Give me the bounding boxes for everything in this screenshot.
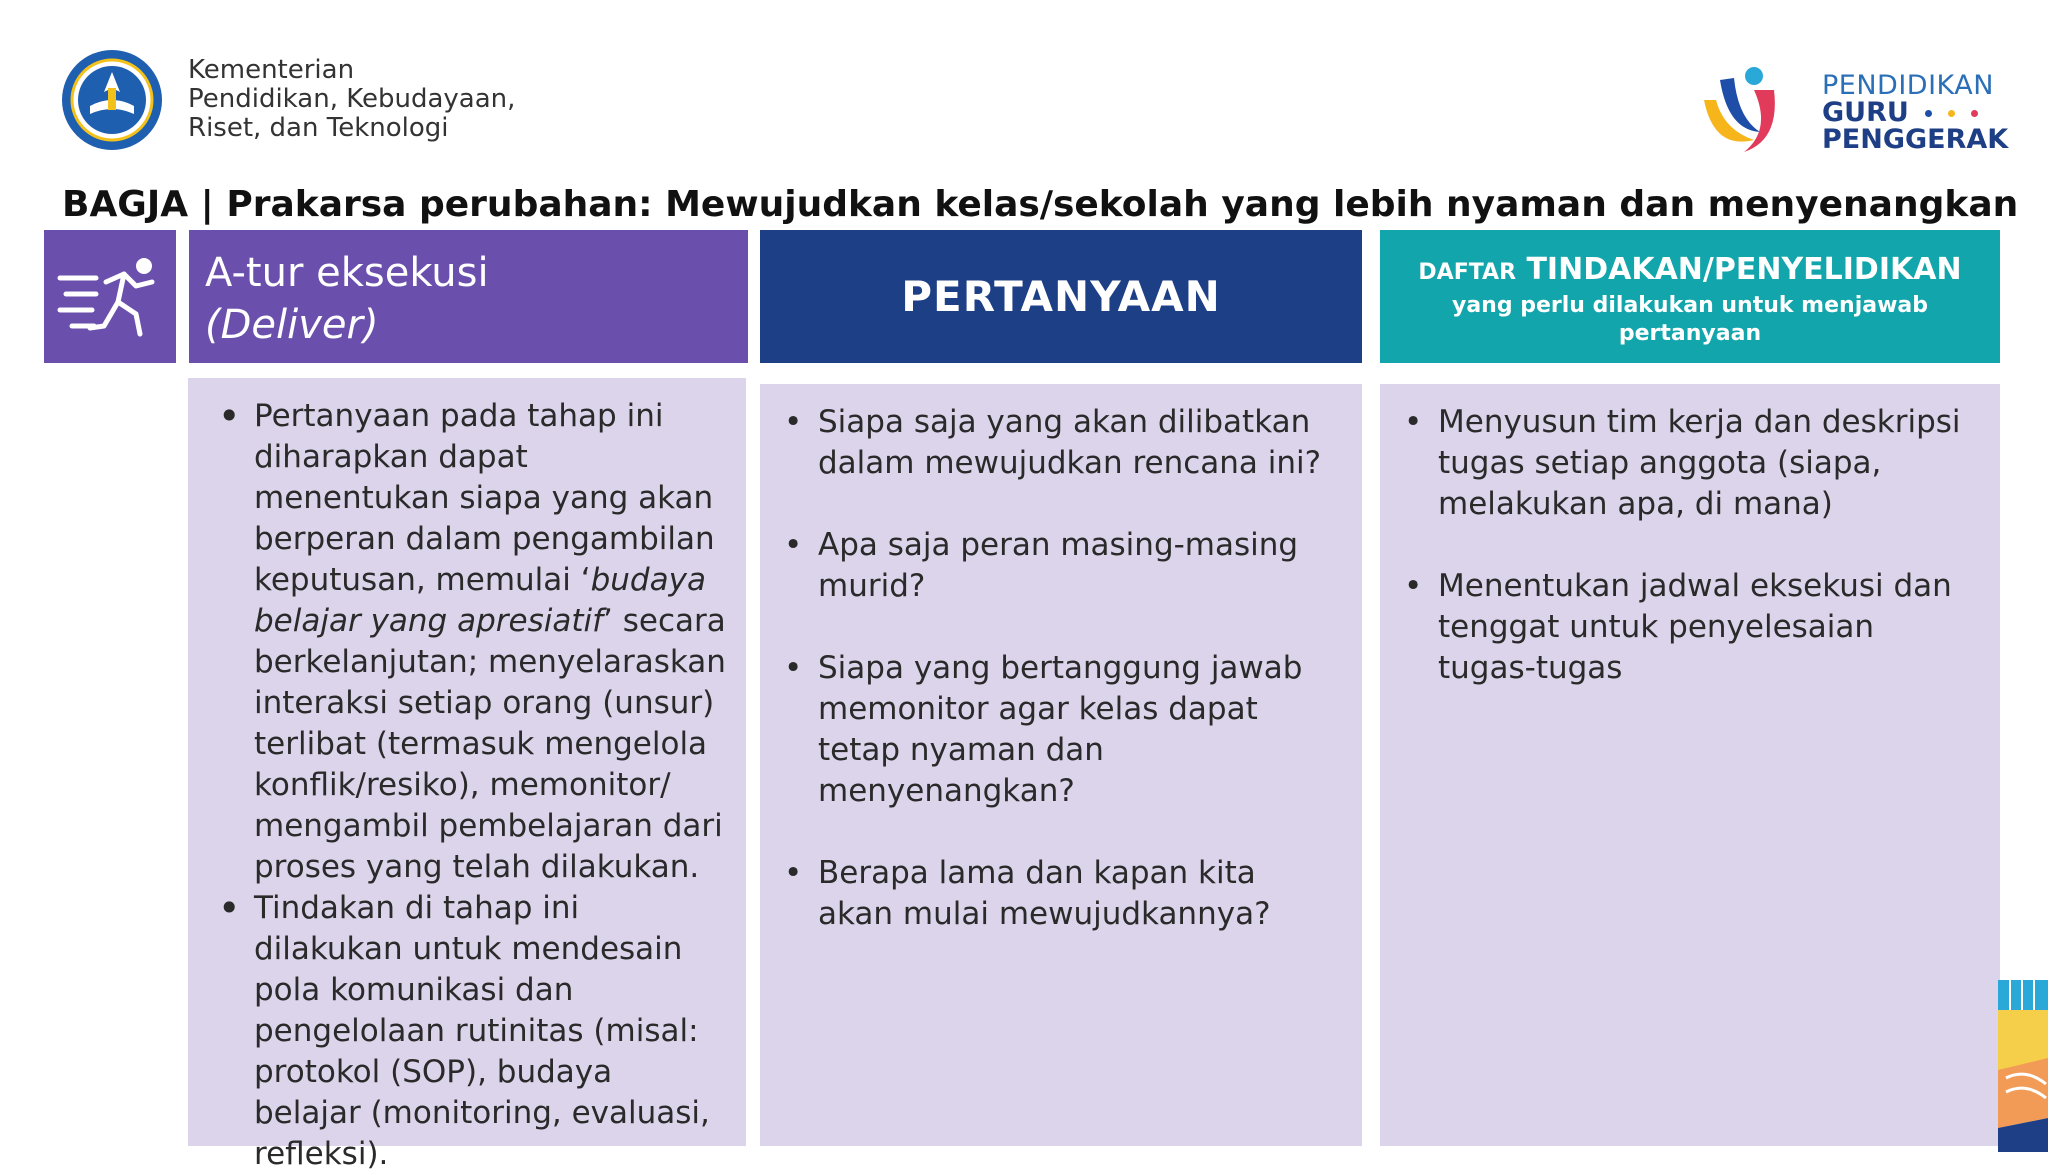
running-person-icon (44, 230, 176, 363)
program-line-2: GURU (1822, 97, 1909, 128)
tindakan-header-main: TINDAKAN/PENYELIDIKAN (1526, 252, 1962, 287)
list-item: • Menyusun tim kerja dan deskripsi tugas setiap anggota (siapa, melakukan apa, di mana) (1400, 402, 1980, 525)
list-item: • Siapa saja yang akan dilibatkan dalam mewujudkan rencana ini? (780, 402, 1340, 484)
tindakan-header-sub: yang perlu dilakukan untuk menjawab pertanyaan (1451, 293, 1928, 346)
phase-subtitle: (Deliver) (205, 302, 379, 348)
list-item: • Tindakan di tahap ini dilakukan untuk mendesain pola komunikasi dan pengelolaan rutinitas (misal: protokol (SOP), budaya belajar (monitoring, evaluasi, refleksi). (216, 888, 728, 1175)
ministry-line-2: Pendidikan, Kebudayaan, (188, 84, 516, 114)
program-line-1: PENDIDIKAN (1822, 70, 1994, 101)
yellow-dot-icon (1948, 110, 1955, 117)
phase-description-panel (188, 378, 746, 1172)
ministry-emblem-logo (60, 48, 164, 152)
list-item: • Berapa lama dan kapan kita akan mulai mewujudkannya? (780, 853, 1340, 935)
blue-dot-icon (1925, 110, 1932, 117)
tindakan-panel (1380, 384, 2000, 1146)
red-dot-icon (1971, 110, 1978, 117)
phase-header (189, 230, 748, 363)
list-item: • Menentukan jadwal eksekusi dan tenggat untuk penyelesaian tugas-tugas (1400, 566, 1980, 689)
page-title: BAGJA | Prakarsa perubahan: Mewujudkan kelas/sekolah yang lebih nyaman dan menyenangkan (62, 184, 2019, 225)
ministry-line-3: Riset, dan Teknologi (188, 113, 449, 143)
phase-name: A-tur eksekusi (205, 250, 489, 296)
guru-penggerak-logo (1694, 60, 1792, 160)
tindakan-header-prefix: DAFTAR (1418, 260, 1517, 285)
phase-icon-box (44, 230, 176, 363)
ministry-name (188, 56, 548, 143)
list-item: • Apa saja peran masing-masing murid? (780, 525, 1340, 607)
decorative-corner-pattern (1996, 968, 2048, 1152)
tindakan-header (1380, 230, 2000, 363)
program-line-3: PENGGERAK (1822, 124, 2009, 155)
program-name (1822, 72, 2022, 153)
pertanyaan-panel (760, 384, 1362, 1146)
list-item: • Siapa yang bertanggung jawab memonitor agar kelas dapat tetap nyaman dan menyenangkan? (780, 648, 1340, 812)
list-item: • Pertanyaan pada tahap ini diharapkan dapat menentukan siapa yang akan berperan dalam pengambilan keputusan, memulai ‘budaya belajar yang apresiatif’ secara berkelanjutan; menyelaraskan interaksi setiap orang (unsur) terlibat (termasuk mengelola konflik/resiko), memonitor/ mengambil pembelajaran dari proses yang telah dilakukan. (216, 396, 728, 888)
pertanyaan-header: PERTANYAAN (760, 230, 1362, 363)
ministry-line-1: Kementerian (188, 55, 355, 85)
